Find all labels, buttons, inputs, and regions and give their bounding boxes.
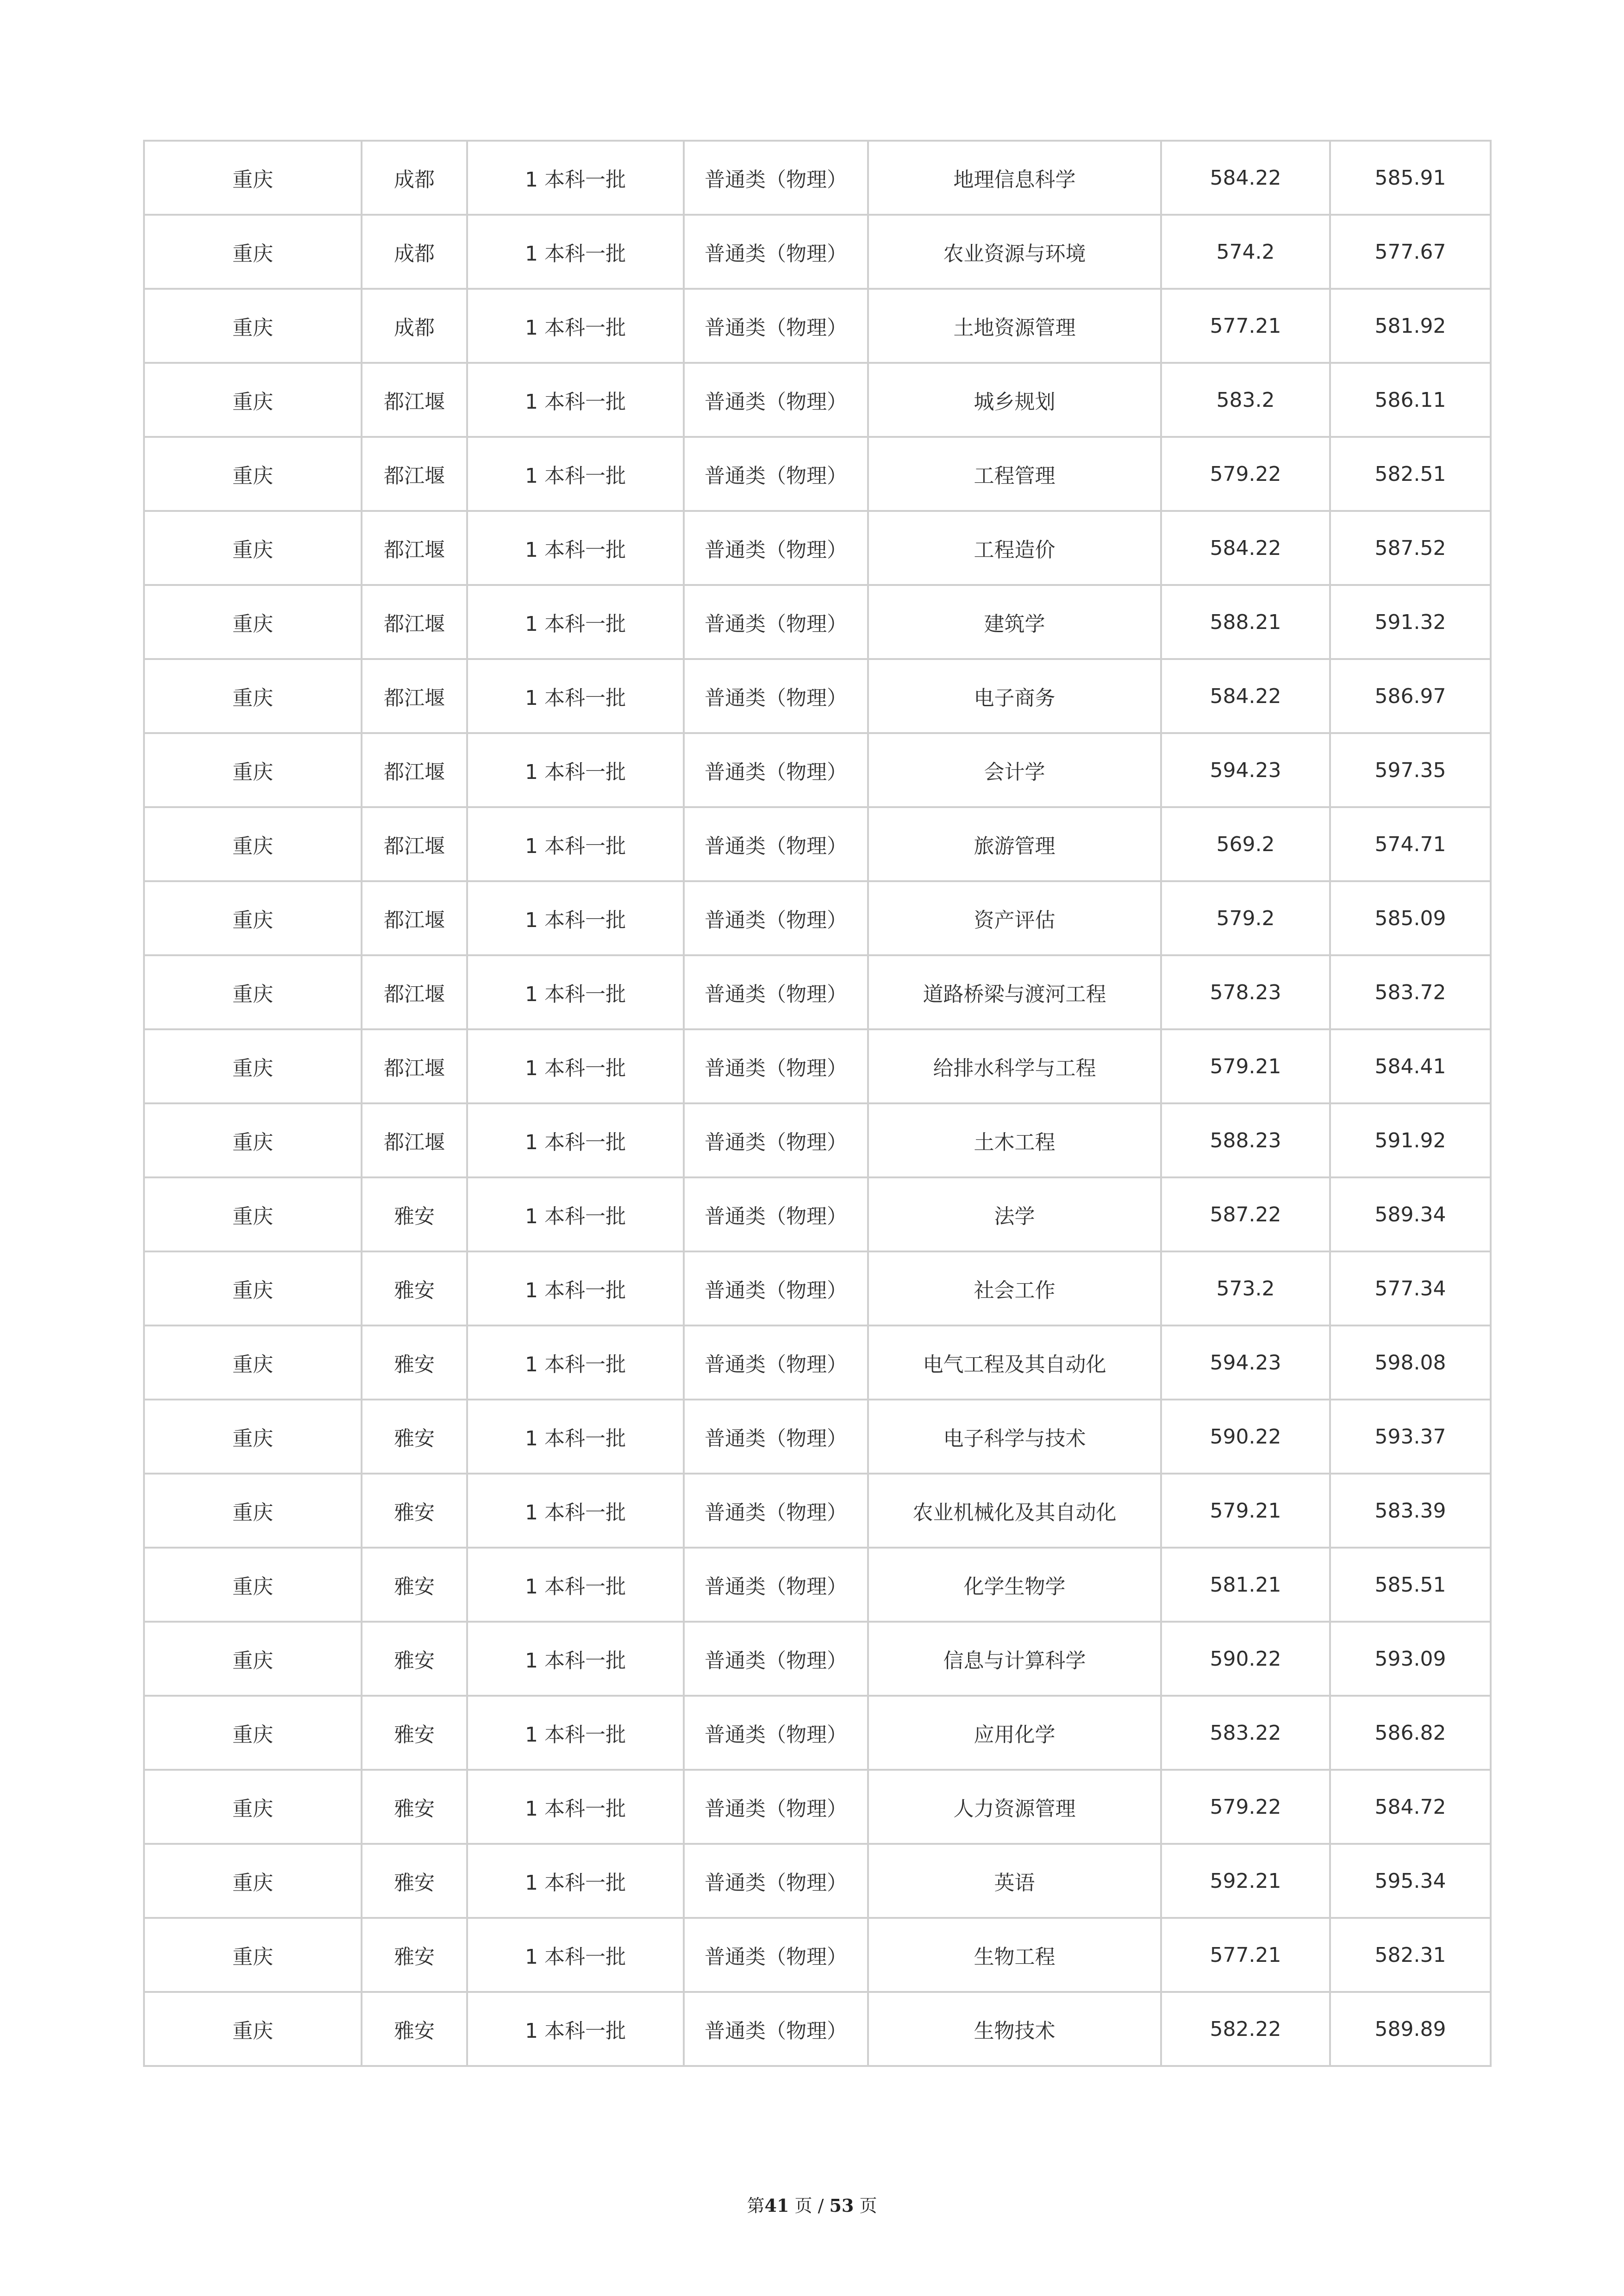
batch-cell: 1 本科一批 [467,437,684,511]
avg-score-cell: 584.41 [1330,1029,1491,1103]
campus-cell: 都江堰 [362,659,467,733]
category-cell: 普通类（物理） [684,289,868,363]
province-cell: 重庆 [144,1325,362,1400]
table-row [144,1103,1491,1177]
campus-cell: 都江堰 [362,955,467,1029]
min-score-cell: 574.2 [1161,215,1330,289]
avg-score-cell: 583.72 [1330,955,1491,1029]
avg-score-cell: 577.67 [1330,215,1491,289]
major-cell: 会计学 [868,733,1161,807]
batch-cell: 1 本科一批 [467,659,684,733]
min-score-cell: 578.23 [1161,955,1330,1029]
table-row [144,1696,1491,1770]
category-cell: 普通类（物理） [684,881,868,955]
campus-cell: 雅安 [362,1918,467,1992]
current-page-number: 41 [764,2195,789,2216]
table-row [144,1992,1491,2066]
avg-score-cell: 598.08 [1330,1325,1491,1400]
province-cell: 重庆 [144,1548,362,1622]
campus-cell: 雅安 [362,1992,467,2066]
category-cell: 普通类（物理） [684,1696,868,1770]
table-row [144,881,1491,955]
table-row [144,585,1491,659]
major-cell: 地理信息科学 [868,141,1161,215]
batch-cell: 1 本科一批 [467,955,684,1029]
avg-score-cell: 591.32 [1330,585,1491,659]
category-cell: 普通类（物理） [684,437,868,511]
table-row [144,511,1491,585]
min-score-cell: 579.21 [1161,1474,1330,1548]
min-score-cell: 579.22 [1161,1770,1330,1844]
campus-cell: 雅安 [362,1696,467,1770]
table-row [144,141,1491,215]
province-cell: 重庆 [144,659,362,733]
avg-score-cell: 597.35 [1330,733,1491,807]
batch-cell: 1 本科一批 [467,289,684,363]
batch-cell: 1 本科一批 [467,141,684,215]
batch-cell: 1 本科一批 [467,881,684,955]
batch-cell: 1 本科一批 [467,1622,684,1696]
province-cell: 重庆 [144,881,362,955]
major-cell: 土木工程 [868,1103,1161,1177]
page-footer [0,2191,1624,2217]
batch-cell: 1 本科一批 [467,1918,684,1992]
batch-cell: 1 本科一批 [467,1770,684,1844]
province-cell: 重庆 [144,1103,362,1177]
batch-cell: 1 本科一批 [467,1177,684,1251]
campus-cell: 成都 [362,215,467,289]
major-cell: 给排水科学与工程 [868,1029,1161,1103]
avg-score-cell: 586.82 [1330,1696,1491,1770]
major-cell: 生物技术 [868,1992,1161,2066]
min-score-cell: 584.22 [1161,141,1330,215]
min-score-cell: 579.2 [1161,881,1330,955]
major-cell: 道路桥梁与渡河工程 [868,955,1161,1029]
avg-score-cell: 593.37 [1330,1400,1491,1474]
campus-cell: 都江堰 [362,363,467,437]
major-cell: 建筑学 [868,585,1161,659]
min-score-cell: 584.22 [1161,511,1330,585]
category-cell: 普通类（物理） [684,511,868,585]
min-score-cell: 592.21 [1161,1844,1330,1918]
major-cell: 农业机械化及其自动化 [868,1474,1161,1548]
min-score-cell: 581.21 [1161,1548,1330,1622]
table-row [144,1622,1491,1696]
table-row [144,659,1491,733]
major-cell: 电子科学与技术 [868,1400,1161,1474]
category-cell: 普通类（物理） [684,1474,868,1548]
min-score-cell: 582.22 [1161,1992,1330,2066]
province-cell: 重庆 [144,955,362,1029]
min-score-cell: 588.21 [1161,585,1330,659]
table-row [144,1548,1491,1622]
table-row [144,1177,1491,1251]
province-cell: 重庆 [144,585,362,659]
province-cell: 重庆 [144,363,362,437]
category-cell: 普通类（物理） [684,1548,868,1622]
batch-cell: 1 本科一批 [467,1548,684,1622]
province-cell: 重庆 [144,733,362,807]
major-cell: 英语 [868,1844,1161,1918]
campus-cell: 都江堰 [362,1029,467,1103]
min-score-cell: 577.21 [1161,289,1330,363]
batch-cell: 1 本科一批 [467,363,684,437]
batch-cell: 1 本科一批 [467,511,684,585]
avg-score-cell: 587.52 [1330,511,1491,585]
campus-cell: 雅安 [362,1177,467,1251]
avg-score-cell: 591.92 [1330,1103,1491,1177]
province-cell: 重庆 [144,1696,362,1770]
min-score-cell: 587.22 [1161,1177,1330,1251]
campus-cell: 雅安 [362,1325,467,1400]
table-row [144,1325,1491,1400]
table-row [144,1400,1491,1474]
major-cell: 电子商务 [868,659,1161,733]
major-cell: 人力资源管理 [868,1770,1161,1844]
batch-cell: 1 本科一批 [467,215,684,289]
category-cell: 普通类（物理） [684,1029,868,1103]
avg-score-cell: 595.34 [1330,1844,1491,1918]
category-cell: 普通类（物理） [684,1622,868,1696]
table-row [144,1029,1491,1103]
campus-cell: 雅安 [362,1548,467,1622]
province-cell: 重庆 [144,1177,362,1251]
avg-score-cell: 583.39 [1330,1474,1491,1548]
campus-cell: 雅安 [362,1400,467,1474]
province-cell: 重庆 [144,1992,362,2066]
avg-score-cell: 584.72 [1330,1770,1491,1844]
batch-cell: 1 本科一批 [467,733,684,807]
campus-cell: 都江堰 [362,881,467,955]
major-cell: 化学生物学 [868,1548,1161,1622]
min-score-cell: 583.22 [1161,1696,1330,1770]
campus-cell: 都江堰 [362,437,467,511]
province-cell: 重庆 [144,1029,362,1103]
major-cell: 土地资源管理 [868,289,1161,363]
campus-cell: 雅安 [362,1622,467,1696]
avg-score-cell: 586.97 [1330,659,1491,733]
province-cell: 重庆 [144,1622,362,1696]
batch-cell: 1 本科一批 [467,1844,684,1918]
avg-score-cell: 589.89 [1330,1992,1491,2066]
avg-score-cell: 582.51 [1330,437,1491,511]
min-score-cell: 579.21 [1161,1029,1330,1103]
min-score-cell: 584.22 [1161,659,1330,733]
province-cell: 重庆 [144,141,362,215]
campus-cell: 雅安 [362,1844,467,1918]
min-score-cell: 577.21 [1161,1918,1330,1992]
table-row [144,215,1491,289]
category-cell: 普通类（物理） [684,363,868,437]
province-cell: 重庆 [144,437,362,511]
major-cell: 法学 [868,1177,1161,1251]
min-score-cell: 573.2 [1161,1251,1330,1325]
major-cell: 资产评估 [868,881,1161,955]
table-row [144,733,1491,807]
campus-cell: 都江堰 [362,1103,467,1177]
footer-suffix: 页 [859,2196,877,2216]
total-page-number: 53 [829,2195,854,2216]
category-cell: 普通类（物理） [684,1103,868,1177]
category-cell: 普通类（物理） [684,1400,868,1474]
footer-middle: 页 / [794,2196,824,2216]
avg-score-cell: 586.11 [1330,363,1491,437]
batch-cell: 1 本科一批 [467,1251,684,1325]
category-cell: 普通类（物理） [684,659,868,733]
table-row [144,1770,1491,1844]
province-cell: 重庆 [144,1400,362,1474]
category-cell: 普通类（物理） [684,955,868,1029]
table-row [144,955,1491,1029]
avg-score-cell: 585.51 [1330,1548,1491,1622]
avg-score-cell: 577.34 [1330,1251,1491,1325]
batch-cell: 1 本科一批 [467,585,684,659]
major-cell: 工程造价 [868,511,1161,585]
province-cell: 重庆 [144,1918,362,1992]
table-row [144,289,1491,363]
avg-score-cell: 574.71 [1330,807,1491,881]
province-cell: 重庆 [144,1251,362,1325]
province-cell: 重庆 [144,807,362,881]
campus-cell: 都江堰 [362,733,467,807]
category-cell: 普通类（物理） [684,1992,868,2066]
category-cell: 普通类（物理） [684,585,868,659]
province-cell: 重庆 [144,1770,362,1844]
category-cell: 普通类（物理） [684,1844,868,1918]
batch-cell: 1 本科一批 [467,807,684,881]
min-score-cell: 594.23 [1161,1325,1330,1400]
category-cell: 普通类（物理） [684,215,868,289]
min-score-cell: 590.22 [1161,1622,1330,1696]
category-cell: 普通类（物理） [684,141,868,215]
category-cell: 普通类（物理） [684,733,868,807]
table-row [144,1251,1491,1325]
table-row [144,363,1491,437]
major-cell: 生物工程 [868,1918,1161,1992]
major-cell: 农业资源与环境 [868,215,1161,289]
batch-cell: 1 本科一批 [467,1103,684,1177]
batch-cell: 1 本科一批 [467,1696,684,1770]
campus-cell: 雅安 [362,1770,467,1844]
avg-score-cell: 582.31 [1330,1918,1491,1992]
province-cell: 重庆 [144,511,362,585]
campus-cell: 成都 [362,141,467,215]
table-row [144,1918,1491,1992]
province-cell: 重庆 [144,1474,362,1548]
batch-cell: 1 本科一批 [467,1400,684,1474]
min-score-cell: 569.2 [1161,807,1330,881]
footer-prefix: 第 [747,2196,765,2216]
major-cell: 工程管理 [868,437,1161,511]
category-cell: 普通类（物理） [684,1325,868,1400]
avg-score-cell: 589.34 [1330,1177,1491,1251]
campus-cell: 成都 [362,289,467,363]
major-cell: 应用化学 [868,1696,1161,1770]
table-row [144,1474,1491,1548]
major-cell: 电气工程及其自动化 [868,1325,1161,1400]
admission-scores-table [143,140,1492,2067]
campus-cell: 雅安 [362,1474,467,1548]
batch-cell: 1 本科一批 [467,1992,684,2066]
major-cell: 城乡规划 [868,363,1161,437]
min-score-cell: 583.2 [1161,363,1330,437]
major-cell: 社会工作 [868,1251,1161,1325]
major-cell: 旅游管理 [868,807,1161,881]
category-cell: 普通类（物理） [684,1251,868,1325]
min-score-cell: 588.23 [1161,1103,1330,1177]
min-score-cell: 590.22 [1161,1400,1330,1474]
category-cell: 普通类（物理） [684,1918,868,1992]
category-cell: 普通类（物理） [684,1770,868,1844]
avg-score-cell: 581.92 [1330,289,1491,363]
category-cell: 普通类（物理） [684,807,868,881]
province-cell: 重庆 [144,215,362,289]
avg-score-cell: 585.09 [1330,881,1491,955]
campus-cell: 都江堰 [362,807,467,881]
province-cell: 重庆 [144,289,362,363]
batch-cell: 1 本科一批 [467,1325,684,1400]
avg-score-cell: 585.91 [1330,141,1491,215]
table-row [144,437,1491,511]
avg-score-cell: 593.09 [1330,1622,1491,1696]
batch-cell: 1 本科一批 [467,1474,684,1548]
campus-cell: 雅安 [362,1251,467,1325]
province-cell: 重庆 [144,1844,362,1918]
batch-cell: 1 本科一批 [467,1029,684,1103]
min-score-cell: 594.23 [1161,733,1330,807]
category-cell: 普通类（物理） [684,1177,868,1251]
min-score-cell: 579.22 [1161,437,1330,511]
table-row [144,807,1491,881]
table-row [144,1844,1491,1918]
table-body [144,141,1491,2066]
major-cell: 信息与计算科学 [868,1622,1161,1696]
campus-cell: 都江堰 [362,585,467,659]
campus-cell: 都江堰 [362,511,467,585]
